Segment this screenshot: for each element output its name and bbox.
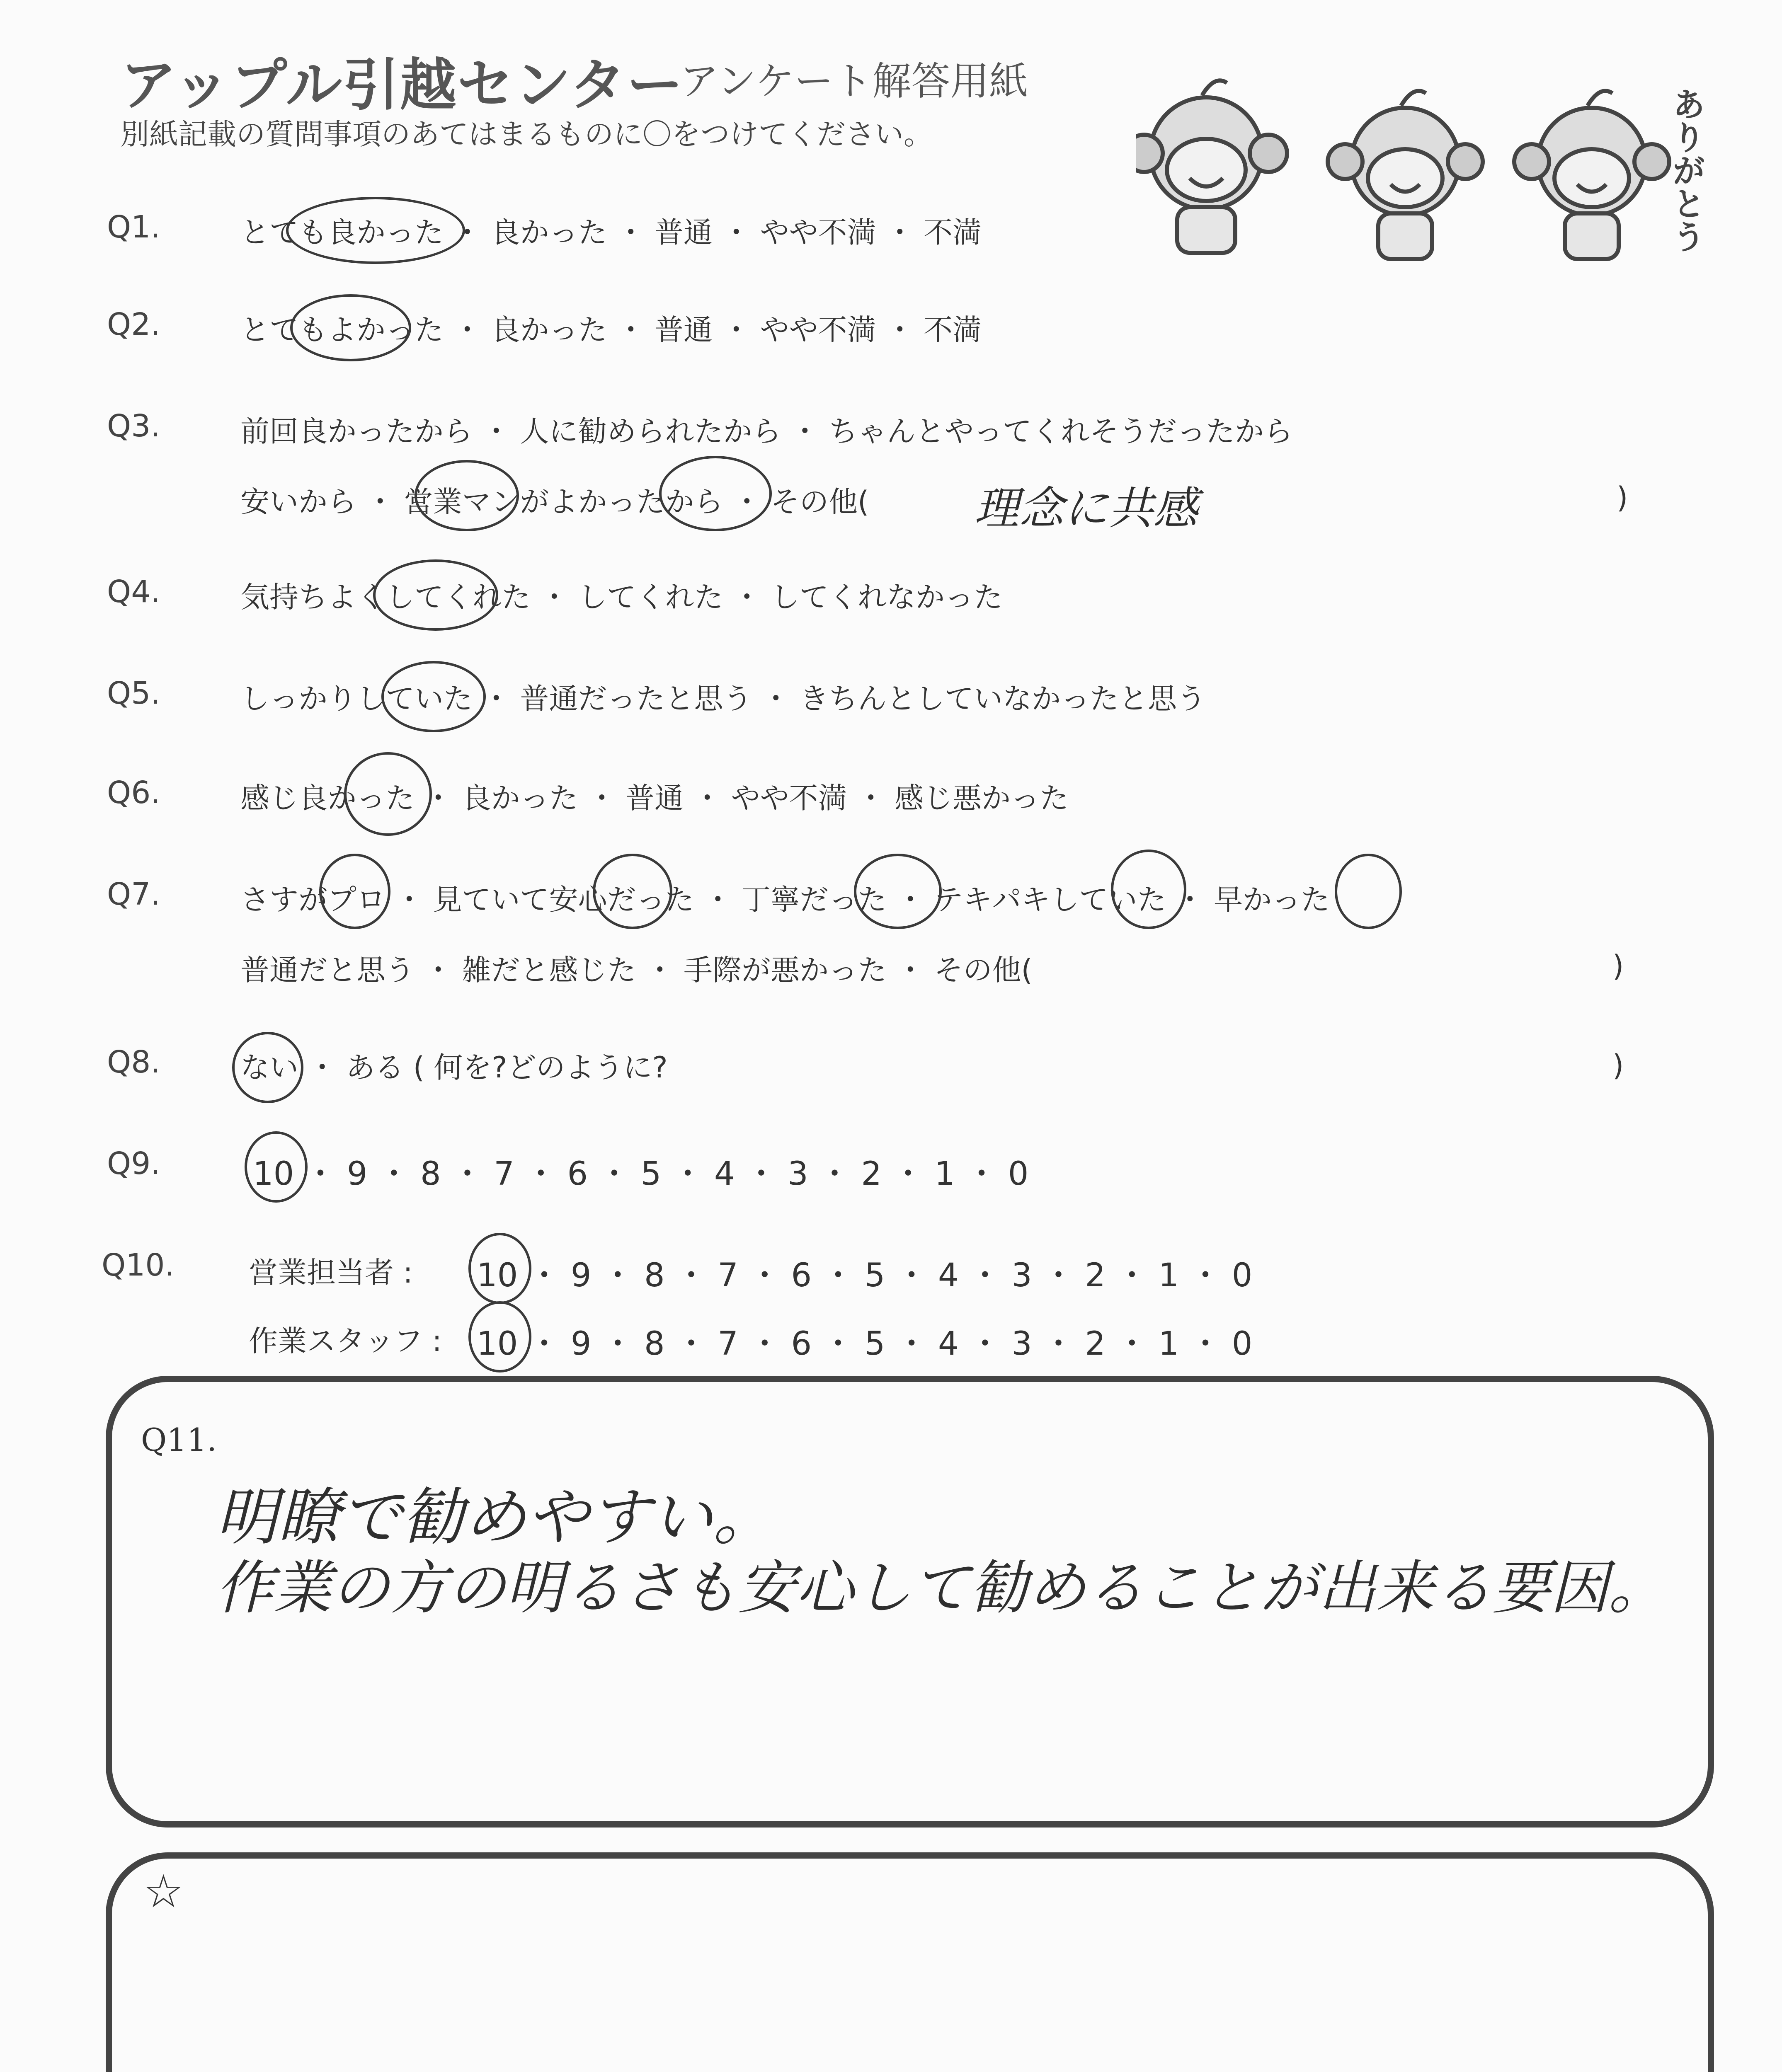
q8-close-paren: )	[1612, 1048, 1624, 1082]
q3-options-line2: 安いから ・ 営業マンがよかったから ・ その他(	[240, 485, 869, 519]
q10-staff-scale: 10 ・ 9 ・ 8 ・ 7 ・ 6 ・ 5 ・ 4 ・ 3 ・ 2 ・ 1 ・ 0	[477, 1325, 1253, 1363]
q10-staff-label: 作業スタッフ :	[249, 1324, 442, 1358]
q5-options: しっかりしていた ・ 普通だったと思う ・ きちんとしていなかったと思う	[240, 682, 1206, 716]
q10-sales-label: 営業担当者 :	[249, 1256, 413, 1290]
q2-options: とてもよかった ・ 良かった ・ 普通 ・ やや不満 ・ 不満	[240, 313, 982, 347]
page-subtitle: アンケート解答用紙	[680, 59, 1028, 104]
q6-answer-circle	[344, 752, 432, 836]
q6-options: 感じ良かった ・ 良かった ・ 普通 ・ やや不満 ・ 感じ悪かった	[240, 781, 1069, 815]
q10-label: Q10.	[102, 1247, 175, 1283]
q6-label: Q6.	[107, 775, 160, 811]
star-icon: ☆	[143, 1865, 184, 1918]
q11-handwritten-line2: 作業の方の明るさも安心して勧めることが出来る要因。	[216, 1554, 1667, 1622]
instruction-text: 別紙記載の質問事項のあてはまるものに〇をつけてください。	[120, 117, 933, 151]
q7-answer-circle-tekipaki	[1111, 850, 1186, 929]
q7-options-line1: さすがプロ ・ 見ていて安心だった ・ 丁寧だった ・ テキパキしていた ・ 早かった	[240, 883, 1330, 917]
q7-answer-circle-teinei	[854, 854, 942, 929]
q4-answer-circle	[373, 559, 498, 631]
q1-options: とても良かった ・ 良かった ・ 普通 ・ やや不満 ・ 不満	[240, 215, 982, 249]
q7-answer-circle-hayai	[1335, 854, 1402, 929]
q8-answer-circle	[232, 1032, 303, 1103]
thanks-text: ありがとう	[1667, 87, 1705, 253]
q4-options: 気持ちよくしてくれた ・ してくれた ・ してくれなかった	[240, 580, 1003, 614]
q3-options-line1: 前回良かったから ・ 人に勧められたから ・ ちゃんとやってくれそうだったから	[240, 414, 1293, 448]
q1-answer-circle	[286, 197, 465, 264]
q3-label: Q3.	[107, 408, 160, 444]
q10-staff-answer-circle	[468, 1301, 531, 1372]
q3-close-paren: )	[1617, 481, 1628, 515]
monkey-mascots-illustration	[1136, 58, 1700, 265]
q11-handwritten-line1: 明瞭で勧めやすい。	[216, 1481, 776, 1554]
q9-scale: 10 ・ 9 ・ 8 ・ 7 ・ 6 ・ 5 ・ 4 ・ 3 ・ 2 ・ 1 ・ 0	[253, 1155, 1029, 1193]
q10-sales-answer-circle	[468, 1233, 531, 1304]
q7-close-paren: )	[1612, 949, 1624, 983]
q7-label: Q7.	[107, 876, 160, 912]
q9-label: Q9.	[107, 1146, 160, 1181]
q8-options: ない ・ ある ( 何を?どのように?	[240, 1051, 668, 1084]
q7-answer-circle-pro	[319, 854, 390, 929]
page-title: アップル引越センター	[120, 53, 684, 118]
q8-label: Q8.	[107, 1044, 160, 1080]
q1-label: Q1.	[107, 209, 160, 245]
q2-answer-circle	[290, 294, 411, 361]
q7-options-line2: 普通だと思う ・ 雑だと感じた ・ 手際が悪かった ・ その他(	[240, 953, 1033, 987]
q10-sales-scale: 10 ・ 9 ・ 8 ・ 7 ・ 6 ・ 5 ・ 4 ・ 3 ・ 2 ・ 1 ・ 0	[477, 1257, 1253, 1294]
q3-answer-circle-sales	[415, 460, 519, 531]
q9-answer-circle	[245, 1131, 308, 1203]
q11-label: Q11.	[141, 1421, 217, 1458]
q2-label: Q2.	[107, 307, 160, 342]
q3-answer-circle-other	[659, 456, 772, 531]
q3-handwritten-answer: 理念に共感	[974, 483, 1198, 535]
q5-label: Q5.	[107, 675, 160, 711]
q4-label: Q4.	[107, 574, 160, 610]
q7-answer-circle-anshin	[593, 854, 672, 929]
q5-answer-circle	[381, 661, 486, 732]
free-comment-box	[106, 1852, 1714, 2072]
